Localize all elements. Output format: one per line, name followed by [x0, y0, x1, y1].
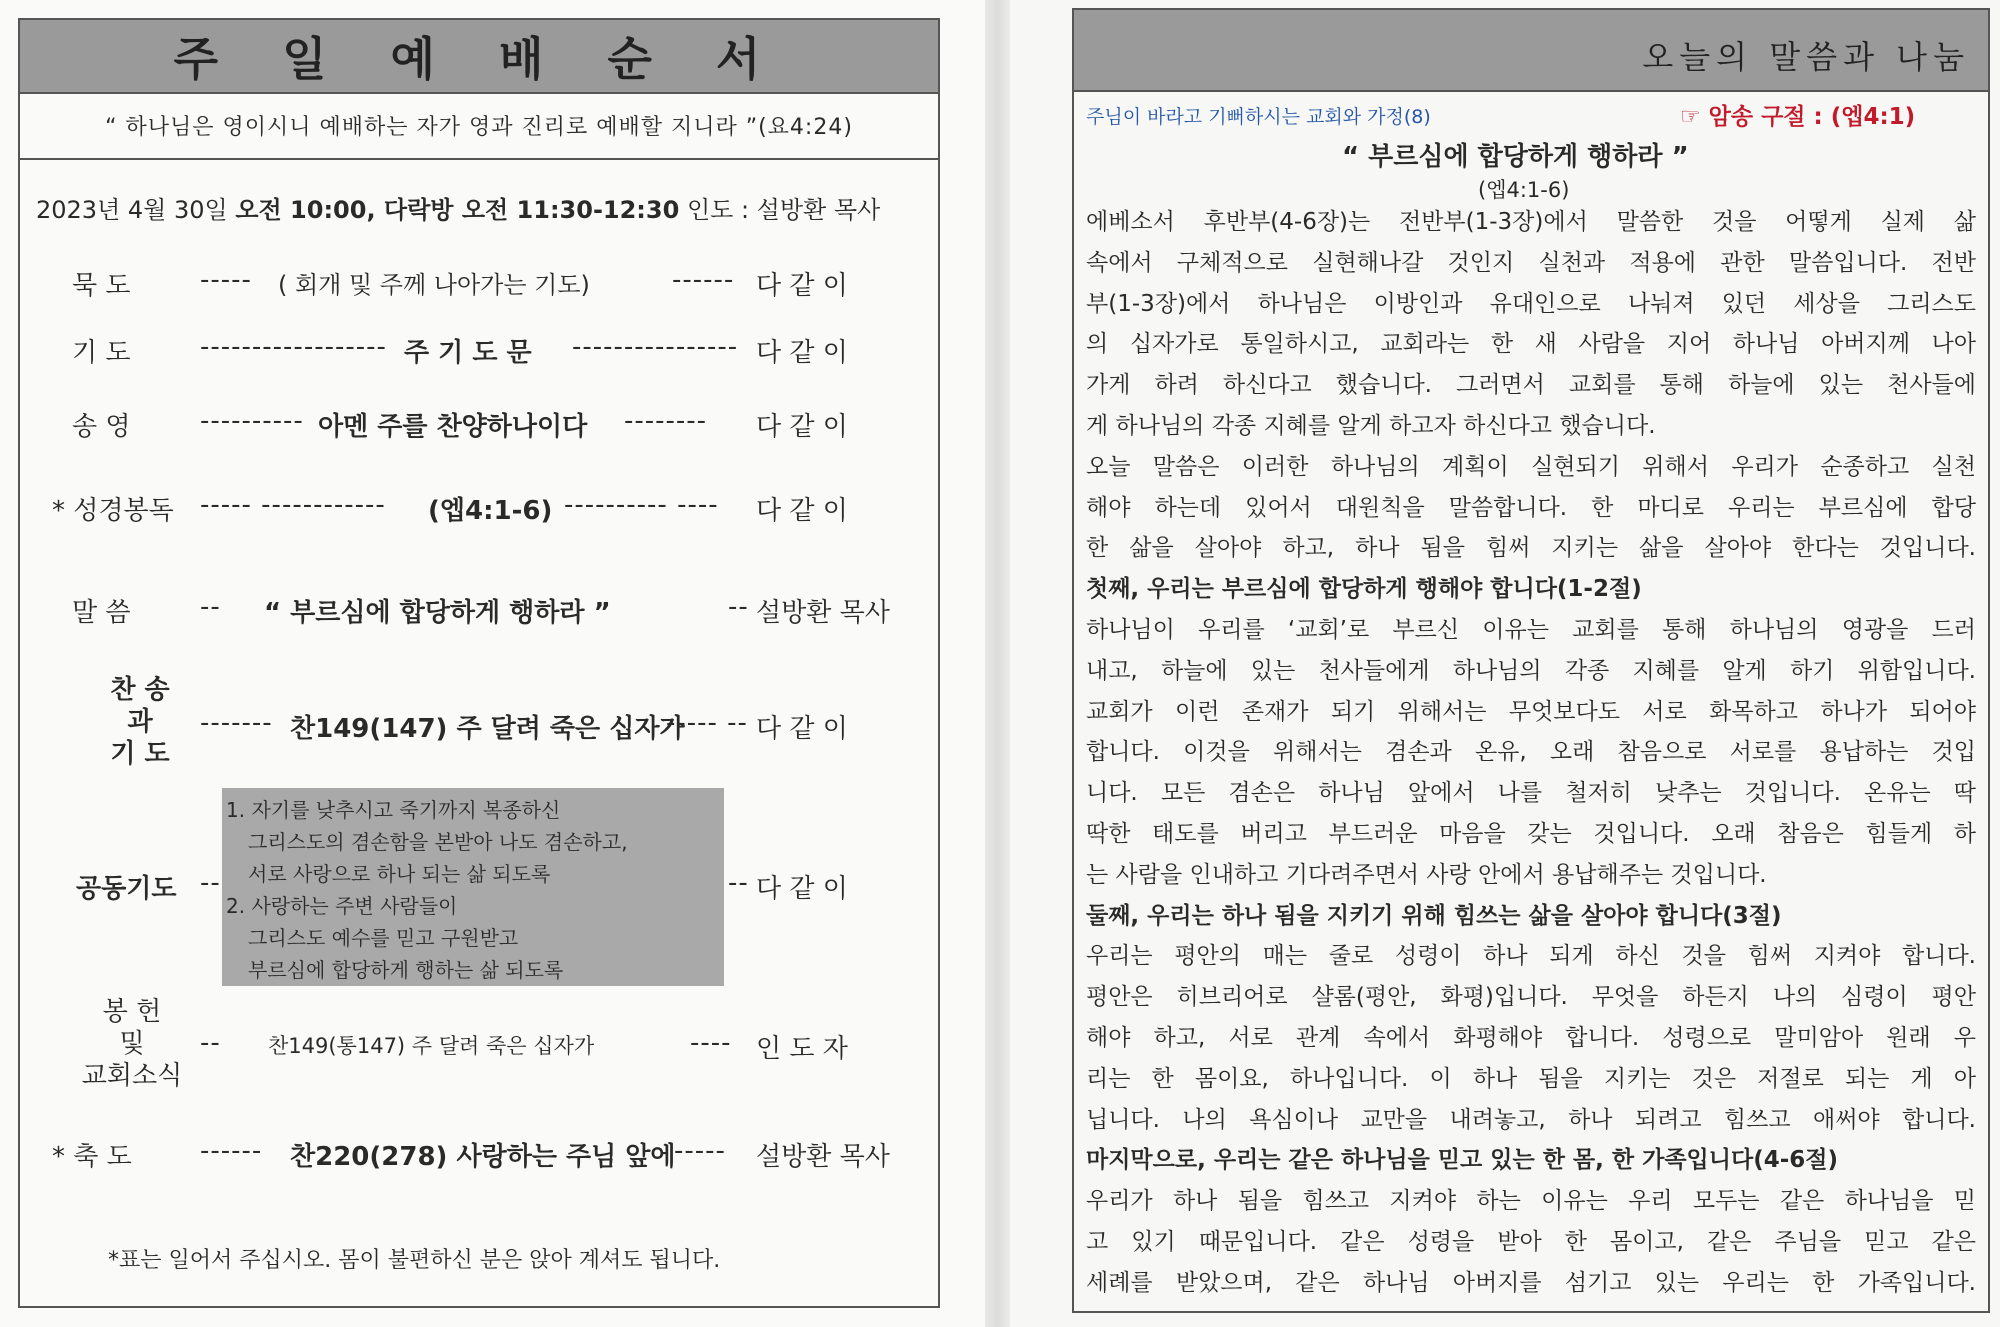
- sermon-body-line: 해야 하는데 있어서 대원칙을 말씀합니다. 한 마디로 우리는 부르심에 합당: [1086, 494, 1976, 521]
- prayer-line: 2. 사랑하는 주변 사람들이: [226, 894, 458, 918]
- order-who: 다 같 이: [756, 496, 848, 526]
- order-item: 찬220(278) 사랑하는 주님 앞에: [290, 1142, 676, 1172]
- sermon-body-line: 가게 하려 하신다고 했습니다. 그러면서 교회를 통해 하늘에 있는 천사들에: [1086, 372, 1976, 399]
- order-dashes: ------: [200, 1136, 263, 1166]
- order-dashes: --: [200, 868, 221, 898]
- order-dashes: ----- --: [666, 708, 748, 738]
- sermon-section-title: 오늘의 말씀과 나눔: [1642, 38, 1970, 76]
- sermon-title: “ 부르심에 합당하게 행하라 ”: [1342, 142, 1689, 172]
- sermon-body-line: 딱한 태도를 버리고 부드러운 마음을 갖는 것입니다. 오래 참음은 힘들게 하: [1086, 820, 1976, 847]
- sermon-body-line: 고 있기 때문입니다. 같은 성령을 받아 한 몸이고, 같은 주님을 믿고 같은: [1086, 1228, 1976, 1255]
- order-dashes: --: [200, 592, 221, 622]
- sermon-body-line: 세례를 받았으며, 같은 하나님 아버지를 섬기고 있는 우리는 한 가족입니다.: [1086, 1269, 1976, 1296]
- prayer-line: 그리스도 예수를 믿고 구원받고: [248, 926, 519, 950]
- order-dashes: ------: [672, 265, 735, 295]
- worship-order-title: 주 일 예 배 순 서: [173, 32, 785, 86]
- order-label: 기 도: [72, 338, 131, 368]
- service-leader: 인도 : 설방환 목사: [679, 196, 881, 224]
- order-label: 공동기도: [76, 874, 177, 904]
- order-who: 다 같 이: [756, 412, 848, 442]
- sermon-body-line: 평안은 히브리어로 샬롬(평안, 화평)입니다. 무엇을 하든지 나의 심령이 평안: [1086, 984, 1976, 1011]
- order-label-line: 및: [119, 1029, 145, 1059]
- order-item: (엡4:1-6): [428, 496, 553, 526]
- sermon-body-line: 합니다. 이것을 위해서는 겸손과 온유, 오래 참음으로 서로를 용납하는 것입: [1086, 739, 1976, 766]
- prayer-line: 그리스도의 겸손함을 본받아 나도 겸손하고,: [248, 830, 628, 854]
- order-item: “ 부르심에 합당하게 행하라 ”: [264, 598, 611, 628]
- order-label-line: 기 도: [110, 739, 170, 769]
- sermon-body-line: 한 삶을 살아야 하고, 하나 됨을 힘써 지키는 삶을 살아야 한다는 것입니다.: [1086, 535, 1976, 562]
- order-item: 찬149(통147) 주 달려 죽은 십자가: [268, 1034, 595, 1058]
- service-times: 오전 10:00, 다락방 오전 11:30-12:30: [235, 196, 680, 224]
- order-label-line: 과: [127, 707, 153, 737]
- sermon-body-line: 교회가 이런 존재가 되기 위해서는 무엇보다도 서로 화목하고 하나가 되어야: [1086, 698, 1976, 725]
- order-label-line: 교회소식: [81, 1061, 183, 1091]
- sermon-point-heading: 첫째, 우리는 부르심에 합당하게 행해야 합니다(1-2절): [1086, 576, 1642, 603]
- sermon-body-line: 닙니다. 나의 욕심이나 교만을 내려놓고, 하나 되려고 힘쓰고 애써야 합니다.: [1086, 1106, 1976, 1133]
- series-title: 주님이 바라고 기뻐하시는 교회와 가정(8): [1086, 106, 1431, 128]
- sermon-point-heading: 마지막으로, 우리는 같은 하나님을 믿고 있는 한 몸, 한 가족입니다(4-6절): [1086, 1147, 1839, 1174]
- order-label: * 축 도: [52, 1142, 132, 1172]
- sermon-body-line: 우리가 하나 됨을 힘쓰고 지켜야 하는 이유는 우리 모두는 같은 하나님을 믿: [1086, 1188, 1976, 1215]
- service-date: 2023년 4월 30일: [36, 196, 236, 224]
- sermon-body-line: 해야 하고, 서로 관계 속에서 화평해야 합니다. 성령으로 말미암아 원래 우: [1086, 1024, 1976, 1051]
- sermon-body-line: 하나님이 우리를 ‘교회’로 부르신 이유는 교회를 통해 하나님의 영광을 드러: [1086, 616, 1976, 643]
- order-who: 다 같 이: [756, 714, 848, 744]
- order-label: 송 영: [72, 412, 131, 442]
- prayer-line: 1. 자기를 낮추시고 죽기까지 복종하신: [226, 798, 561, 822]
- order-item: 아멘 주를 찬양하나이다: [318, 412, 588, 442]
- order-dashes: --: [200, 1028, 221, 1058]
- order-item: 찬149(147) 주 달려 죽은 십자가: [290, 714, 685, 744]
- order-who: 설방환 목사: [756, 1142, 890, 1172]
- sermon-body-line: 오늘 말씀은 이러한 하나님의 계획이 실현되기 위해서 우리가 순종하고 실천: [1086, 453, 1976, 480]
- sermon-reference: (엡4:1-6): [1478, 178, 1570, 202]
- order-dashes: ----: [690, 1028, 732, 1058]
- sermon-body-line: 는 사람을 인내하고 기다려주면서 사랑 안에서 용납해주는 것입니다.: [1086, 861, 1767, 888]
- service-info: [36, 190, 880, 225]
- order-dashes: --: [728, 592, 749, 622]
- order-dashes: --------: [624, 406, 708, 436]
- order-who: 인 도 자: [756, 1034, 848, 1064]
- common-prayer-box: [222, 788, 724, 986]
- worship-order-title-bar: [20, 20, 938, 94]
- order-who: 다 같 이: [756, 874, 848, 904]
- sermon-body-line: 내고, 하늘에 있는 천사들에게 하나님의 각종 지혜를 알게 하기 위함입니다.: [1086, 657, 1976, 684]
- scripture-motto: “ 하나님은 영이시니 예배하는 자가 영과 진리로 예배할 지니라 ”(요4:24): [20, 92, 938, 160]
- sermon-body-line: 게 하나님의 각종 지혜를 알게 하고자 하신다고 했습니다.: [1086, 412, 1656, 439]
- sermon-body-line: 부(1-3장)에서 하나님은 이방인과 유대인으로 나눠져 있던 세상을 그리스도: [1086, 290, 1976, 317]
- order-who: 설방환 목사: [756, 598, 890, 628]
- page-gutter: [985, 0, 1010, 1327]
- order-label-line: 찬 송: [110, 675, 170, 705]
- standing-note: *표는 일어서 주십시오. 몸이 불편하신 분은 앉아 계셔도 됩니다.: [108, 1248, 721, 1273]
- sermon-body-line: 의 십자가로 통일하시고, 교회라는 한 새 사람을 지어 하나님 아버지께 나아: [1086, 331, 1976, 358]
- order-dashes: ----------------: [572, 332, 739, 362]
- sermon-body-line: 니다. 모든 겸손은 하나님 앞에서 나를 철저히 낮추는 것입니다. 온유는 딱: [1086, 780, 1976, 807]
- order-dashes: ----------: [200, 406, 304, 436]
- sermon-point-heading: 둘째, 우리는 하나 됨을 지키기 위해 힘쓰는 삶을 살아야 합니다(3절): [1086, 902, 1782, 929]
- sermon-body-line: 에베소서 후반부(4-6장)는 전반부(1-3장)에서 말씀한 것을 어떻게 실제 삶: [1086, 209, 1976, 235]
- order-who: 다 같 이: [756, 271, 848, 301]
- prayer-line: 서로 사랑으로 하나 되는 삶 되도록: [248, 862, 551, 886]
- memory-verse: ☞ 암송 구절 : (엡4:1): [1680, 104, 1916, 130]
- sermon-body-line: 우리는 평안의 매는 줄로 성령이 하나 되게 하신 것을 힘써 지켜야 합니다.: [1086, 943, 1976, 970]
- order-dashes: -----: [674, 1136, 726, 1166]
- order-dashes: ----- ------------: [200, 490, 386, 520]
- order-label: 말 씀: [72, 598, 131, 628]
- order-dashes: --: [728, 868, 749, 898]
- order-who: 다 같 이: [756, 338, 848, 368]
- order-label: * 성경봉독: [52, 496, 174, 526]
- order-dashes: -----: [200, 265, 252, 295]
- prayer-line: 부르심에 합당하게 행하는 삶 되도록: [248, 958, 564, 982]
- order-dashes: ------------------: [200, 332, 387, 362]
- sermon-title-bar: [1074, 10, 1988, 92]
- order-label-line: 봉 헌: [102, 997, 162, 1027]
- order-item: 주 기 도 문: [404, 338, 532, 368]
- sermon-body-line: 속에서 구체적으로 실현해나갈 것인지 실천과 적용에 관한 말씀입니다. 전반: [1086, 249, 1976, 276]
- order-label: 묵 도: [72, 271, 131, 301]
- order-dashes: ---------- ----: [564, 490, 719, 520]
- sermon-body-line: 리는 한 몸이요, 하나입니다. 이 하나 됨을 지키는 것은 저절로 되는 게 아: [1086, 1065, 1976, 1092]
- sermon-body: [1086, 202, 1976, 1304]
- order-item: ( 회개 및 주께 나아가는 기도): [278, 271, 590, 299]
- order-dashes: -------: [200, 708, 273, 738]
- order-label: [72, 996, 192, 1092]
- order-label: [90, 674, 190, 770]
